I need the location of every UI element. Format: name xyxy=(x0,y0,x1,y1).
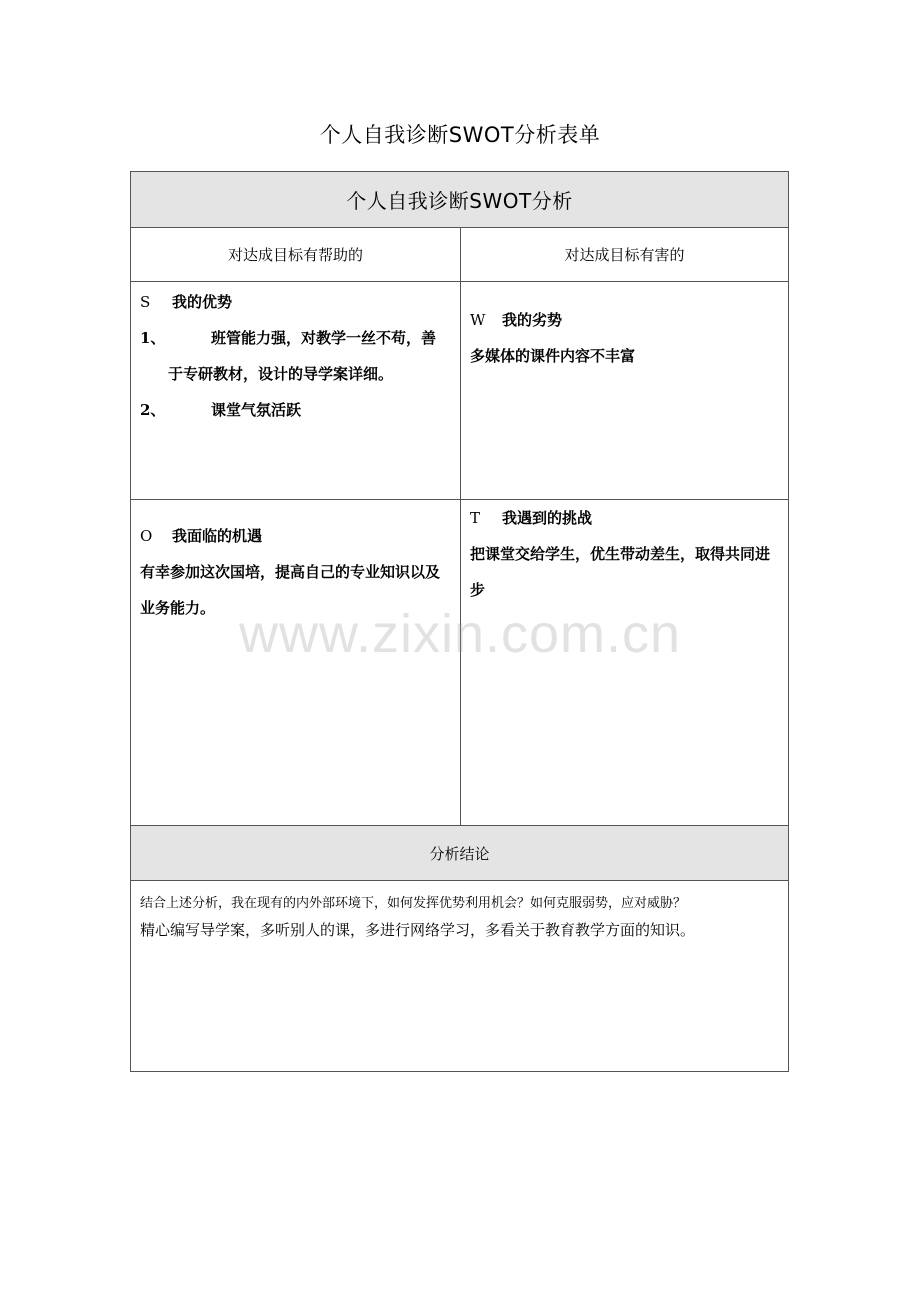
column-header-helpful: 对达成目标有帮助的 xyxy=(227,246,363,264)
opportunities-letter: O xyxy=(140,527,153,545)
list-number: 1、 xyxy=(140,329,166,347)
weaknesses-heading xyxy=(470,302,780,338)
list-item xyxy=(140,392,452,428)
list-item xyxy=(140,320,452,392)
threats-heading-text: 我遇到的挑战 xyxy=(502,509,593,527)
document-title: 个人自我诊断SWOT分析表单 xyxy=(319,123,601,147)
opportunities-cell xyxy=(131,500,460,825)
opportunities-heading xyxy=(140,518,452,554)
strengths-letter: S xyxy=(140,293,151,311)
weaknesses-cell xyxy=(461,282,788,498)
strengths-heading xyxy=(140,284,452,320)
column-header-harmful: 对达成目标有害的 xyxy=(564,246,685,264)
watermark: www.zixin.com.cn xyxy=(238,604,682,664)
opportunities-heading-text: 我面临的机遇 xyxy=(172,527,263,545)
strengths-cell xyxy=(131,282,460,498)
strength-text: 课堂气氛活跃 xyxy=(211,401,302,419)
threats-text: 把课堂交给学生，优生带动差生，取得共同进步 xyxy=(470,545,771,599)
strength-text-continued: 于专研教材，设计的导学案详细。 xyxy=(168,365,394,383)
weaknesses-heading-text: 我的劣势 xyxy=(502,311,563,329)
conclusion-cell xyxy=(131,881,788,1071)
swot-table-header: 个人自我诊断SWOT分析 xyxy=(131,172,788,227)
threats-heading xyxy=(470,500,780,536)
list-number: 2、 xyxy=(140,401,166,419)
strength-text: 班管能力强，对教学一丝不苟，善 xyxy=(211,329,437,347)
conclusion-header: 分析结论 xyxy=(131,826,788,880)
conclusion-answer: 精心编写导学案，多听别人的课，多进行网络学习，多看关于教育教学方面的知识。 xyxy=(140,921,696,939)
weaknesses-letter: W xyxy=(470,311,486,329)
weaknesses-text: 多媒体的课件内容不丰富 xyxy=(470,347,636,365)
threats-letter: T xyxy=(470,509,481,527)
threats-cell xyxy=(461,500,788,825)
swot-table xyxy=(130,171,789,1072)
opportunities-text: 有幸参加这次国培，提高自己的专业知识以及业务能力。 xyxy=(140,563,441,617)
strengths-heading-text: 我的优势 xyxy=(172,293,233,311)
conclusion-prompt: 结合上述分析，我在现有的内外部环境下，如何发挥优势利用机会？如何克服弱势，应对威胁？ xyxy=(140,896,687,911)
